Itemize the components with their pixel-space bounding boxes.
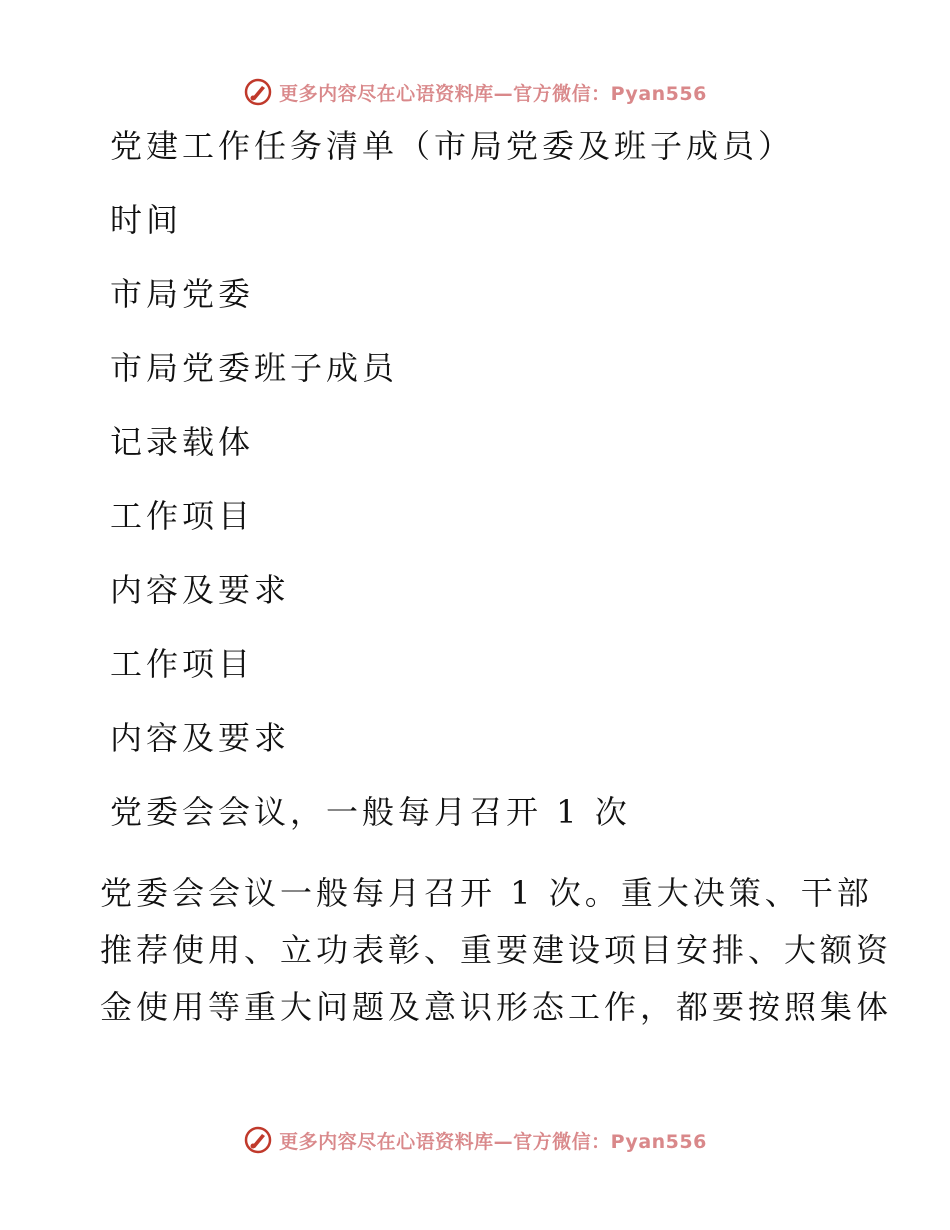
- document-title: 党建工作任务清单（市局党委及班子成员）: [110, 127, 795, 165]
- brush-logo-icon: [243, 1125, 273, 1155]
- brush-logo-icon: [243, 77, 273, 107]
- text-line: 工作项目: [110, 645, 255, 683]
- body-paragraph: [100, 865, 893, 1036]
- paragraph-line: 推荐使用、立功表彰、重要建设项目安排、大额资: [100, 931, 893, 969]
- text-line: 党委会会议，一般每月召开 1 次: [110, 793, 631, 831]
- watermark-footer: [0, 1120, 950, 1160]
- text-line: 记录载体: [110, 423, 255, 461]
- text-line: 市局党委: [110, 275, 255, 313]
- text-line: 内容及要求: [110, 571, 291, 609]
- text-line: 工作项目: [110, 497, 255, 535]
- paragraph-line: 党委会会议一般每月召开 1 次。重大决策、干部: [100, 874, 873, 912]
- text-line: 时间: [110, 201, 183, 239]
- paragraph-line: 金使用等重大问题及意识形态工作，都要按照集体: [100, 988, 893, 1026]
- watermark-header: [0, 72, 950, 112]
- text-line: 内容及要求: [110, 719, 291, 757]
- text-line: 市局党委班子成员: [110, 349, 399, 387]
- watermark-text: 更多内容尽在心语资料库—官方微信：Pyan556: [279, 1130, 707, 1153]
- watermark-text: 更多内容尽在心语资料库—官方微信：Pyan556: [279, 82, 707, 105]
